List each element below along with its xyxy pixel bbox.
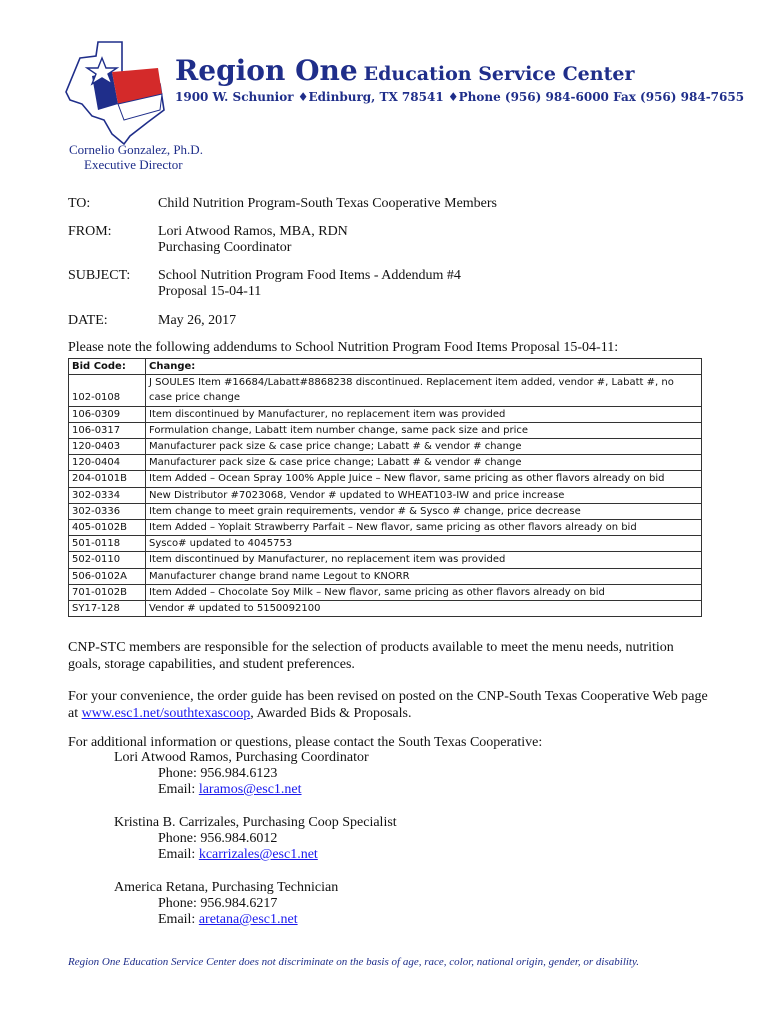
from-value-title: Purchasing Coordinator [158,240,292,255]
email-label: Email: [158,782,199,797]
bid-code: 501-0118 [69,536,146,552]
table-row [69,471,702,487]
table-row [69,406,702,422]
bid-code: 506-0102A [69,568,146,584]
subject-proposal: Proposal 15-04-11 [158,284,262,299]
south-texas-coop-link[interactable]: www.esc1.net/southtexascoop [81,706,251,721]
header-change: Change: [146,359,702,375]
change-text: Item discontinued by Manufacturer, no replacement item was provided [146,406,702,422]
contact-name: Lori Atwood Ramos, Purchasing Coordinator [114,750,369,765]
change-text: Manufacturer pack size & case price change; Labatt # & vendor # change [146,455,702,471]
org-name-esc: Education Service Center [363,63,635,85]
table-row [69,552,702,568]
contact-name: America Retana, Purchasing Technician [114,880,339,895]
email-label: Email: [158,912,199,927]
table-row [69,422,702,438]
bid-code: 102-0108 [69,375,146,406]
table-row [69,584,702,600]
bid-code: 701-0102B [69,584,146,600]
intro-text: Please note the following addendums to School Nutrition Program Food Items Proposal 15-04-11: [68,340,619,355]
table-row [69,601,702,617]
table-row [69,568,702,584]
org-address: 1900 W. Schunior ♦Edinburg, TX 78541 ♦Phone (956) 984-6000 Fax (956) 984-7655 [175,90,745,104]
subject-label: SUBJECT: [68,268,131,283]
change-text: Formulation change, Labatt item number change, same pack size and price [146,422,702,438]
change-text: Item discontinued by Manufacturer, no replacement item was provided [146,552,702,568]
subject-value: School Nutrition Program Food Items - Addendum #4 [158,268,461,283]
nondiscrimination-footer: Region One Education Service Center does not discriminate on the basis of age, race, color, national origin, gender, or disability. [68,956,640,968]
contact-phone: Phone: 956.984.6217 [158,896,278,911]
order-guide-text-end: , Awarded Bids & Proposals. [250,706,412,721]
to-label: TO: [68,196,91,211]
addenda-table [68,358,702,617]
contact-intro: For additional information or questions, please contact the South Texas Cooperative: [68,735,543,750]
email-link[interactable]: kcarrizales@esc1.net [198,847,318,862]
change-text: J SOULES Item #16684/Labatt#8868238 discontinued. Replacement item added, vendor #, Labatt #, no case price change [146,375,702,406]
contact-email-row [158,912,298,929]
order-guide-paragraph [68,688,708,722]
order-guide-text: For your convenience, the order guide has been revised on posted on the CNP-South Texas Cooperative Web page at [68,689,708,721]
email-link[interactable]: aretana@esc1.net [198,912,298,927]
change-text: Sysco# updated to 4045753 [146,536,702,552]
bid-code: 405-0102B [69,520,146,536]
change-text: Vendor # updated to 5150092100 [146,601,702,617]
change-text: Manufacturer pack size & case price change; Labatt # & vendor # change [146,439,702,455]
contact-email-row [158,782,302,799]
change-text: Manufacturer change brand name Legout to KNORR [146,568,702,584]
table-row [69,439,702,455]
region-one-logo [62,38,168,146]
bid-code: 204-0101B [69,471,146,487]
bid-code: 302-0336 [69,503,146,519]
table-header-row [69,359,702,375]
org-name [175,54,634,87]
table-row [69,503,702,519]
from-label: FROM: [68,224,112,239]
bid-code: 106-0317 [69,422,146,438]
bid-code: 502-0110 [69,552,146,568]
date-value: May 26, 2017 [158,313,237,328]
director-title: Executive Director [84,157,183,172]
header-bid-code: Bid Code: [69,359,146,375]
contact-email-row [158,847,318,864]
bid-code: 302-0334 [69,487,146,503]
contact-name: Kristina B. Carrizales, Purchasing Coop Specialist [114,815,397,830]
director-name: Cornelio Gonzalez, Ph.D. [69,142,203,157]
bid-code: 106-0309 [69,406,146,422]
contact-phone: Phone: 956.984.6123 [158,766,278,781]
email-label: Email: [158,847,199,862]
table-row [69,375,702,406]
org-name-region-one: Region One [175,54,358,87]
contact-phone: Phone: 956.984.6012 [158,831,278,846]
email-link[interactable]: laramos@esc1.net [198,782,302,797]
change-text: Item Added – Chocolate Soy Milk – New flavor, same pricing as other flavors already on bid [146,584,702,600]
bid-code: 120-0403 [69,439,146,455]
change-text: Item Added – Ocean Spray 100% Apple Juice – New flavor, same pricing as other flavors already on bid [146,471,702,487]
table-row [69,520,702,536]
change-text: Item change to meet grain requirements, vendor # & Sysco # change, price decrease [146,503,702,519]
table-row [69,536,702,552]
change-text: Item Added – Yoplait Strawberry Parfait – New flavor, same pricing as other flavors already on bid [146,520,702,536]
date-label: DATE: [68,313,108,328]
from-value-name: Lori Atwood Ramos, MBA, RDN [158,224,348,239]
bid-code: 120-0404 [69,455,146,471]
responsibility-paragraph: CNP-STC members are responsible for the selection of products available to meet the menu needs, nutrition goals, storage capabilities, and student preferences. [68,640,674,672]
bid-code: SY17-128 [69,601,146,617]
to-value: Child Nutrition Program-South Texas Cooperative Members [158,196,497,211]
change-text: New Distributor #7023068, Vendor # updated to WHEAT103-IW and price increase [146,487,702,503]
table-row [69,487,702,503]
table-row [69,455,702,471]
